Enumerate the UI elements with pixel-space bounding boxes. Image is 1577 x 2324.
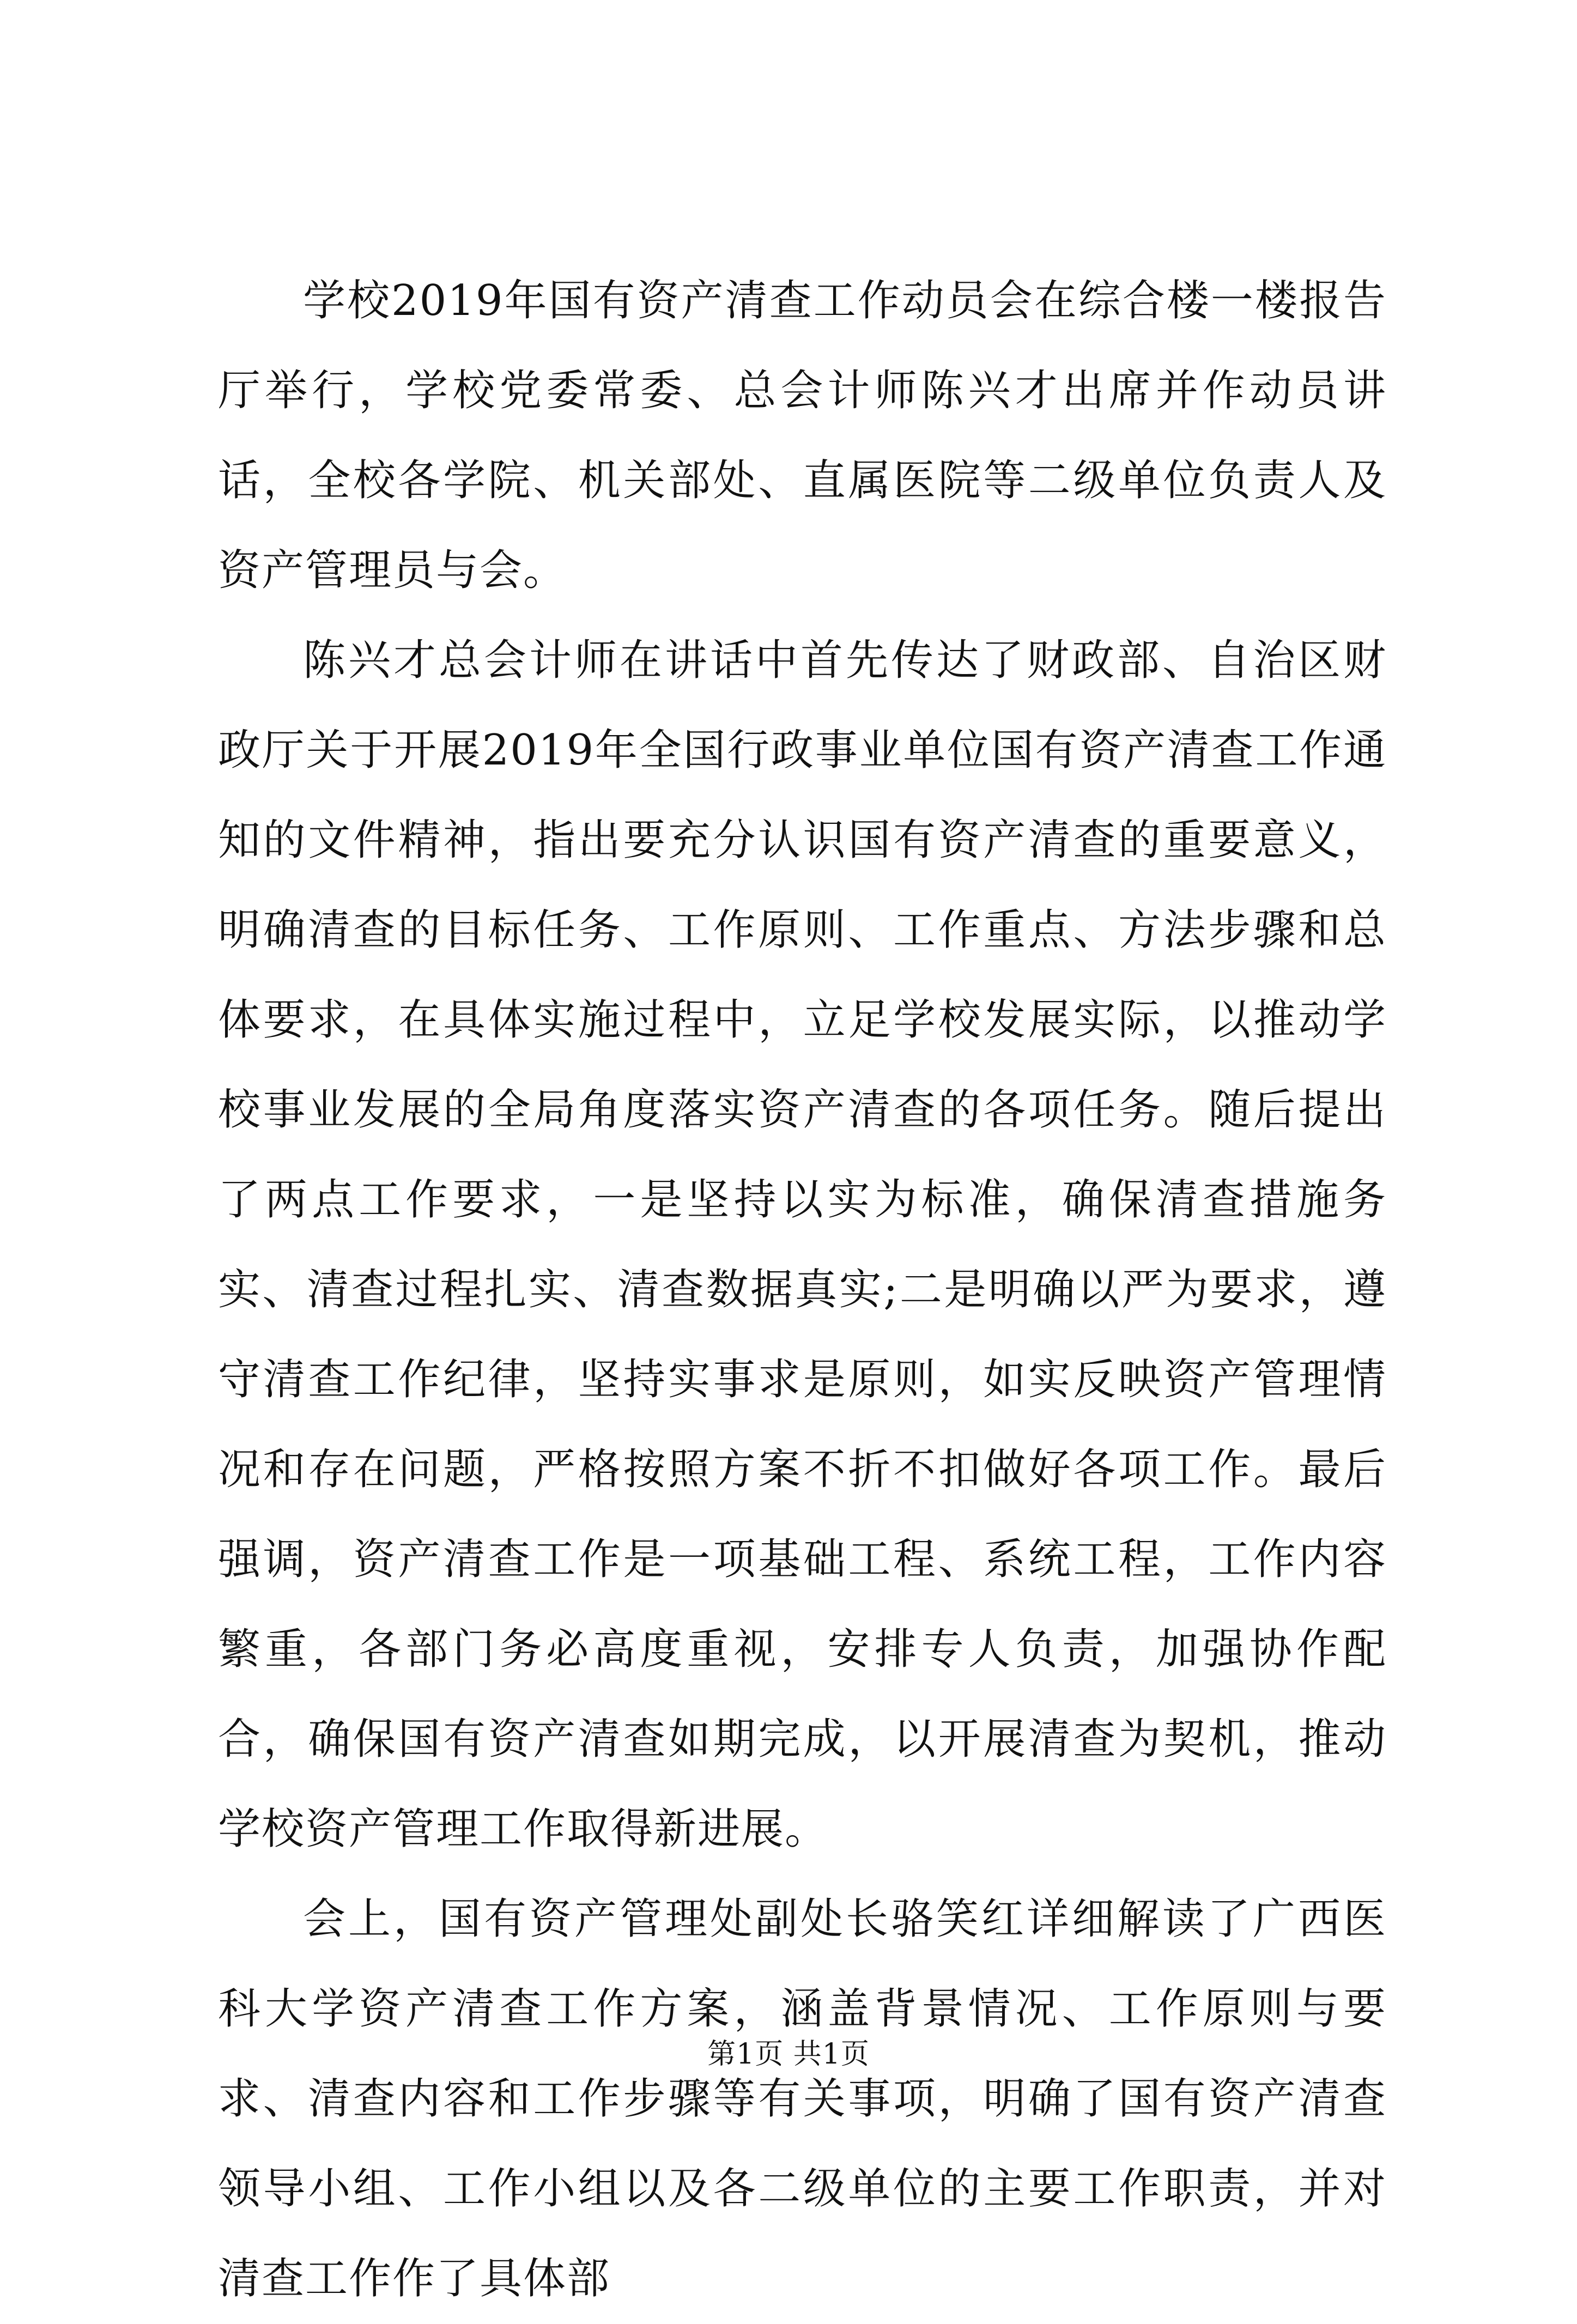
document-body: [218, 256, 1387, 2324]
page-footer: 第1页 共1页: [707, 2038, 870, 2071]
paragraph-3: 会上，国有资产管理处副处长骆笑红详细解读了广西医科大学资产清查工作方案，涵盖背景情况、工作原则与要求、清查内容和工作步骤等有关事项，明确了国有资产清查领导小组、工作小组以及各二级单位的主要工作职责，并对清查工作作了具体部: [218, 1895, 1387, 2303]
paragraph-1: 学校2019年国有资产清查工作动员会在综合楼一楼报告厅举行，学校党委常委、总会计师陈兴才出席并作动员讲话，全校各学院、机关部处、直属医院等二级单位负责人及资产管理员与会。: [218, 276, 1387, 595]
paragraph-2: 陈兴才总会计师在讲话中首先传达了财政部、自治区财政厅关于开展2019年全国行政事业单位国有资产清查工作通知的文件精神，指出要充分认识国有资产清查的重要意义，明确清查的目标任务、工作原则、工作重点、方法步骤和总体要求，在具体实施过程中，立足学校发展实际，以推动学校事业发展的全局角度落实资产清查的各项任务。随后提出了两点工作要求，一是坚持以实为标准，确保清查措施务实、清查过程扎实、清查数据真实;二是明确以严为要求，遵守清查工作纪律，坚持实事求是原则，如实反映资产管理情况和存在问题，严格按照方案不折不扣做好各项工作。最后强调，资产清查工作是一项基础工程、系统工程，工作内容繁重，各部门务必高度重视，安排专人负责，加强协作配合，确保国有资产清查如期完成，以开展清查为契机，推动学校资产管理工作取得新进展。: [218, 636, 1387, 1854]
